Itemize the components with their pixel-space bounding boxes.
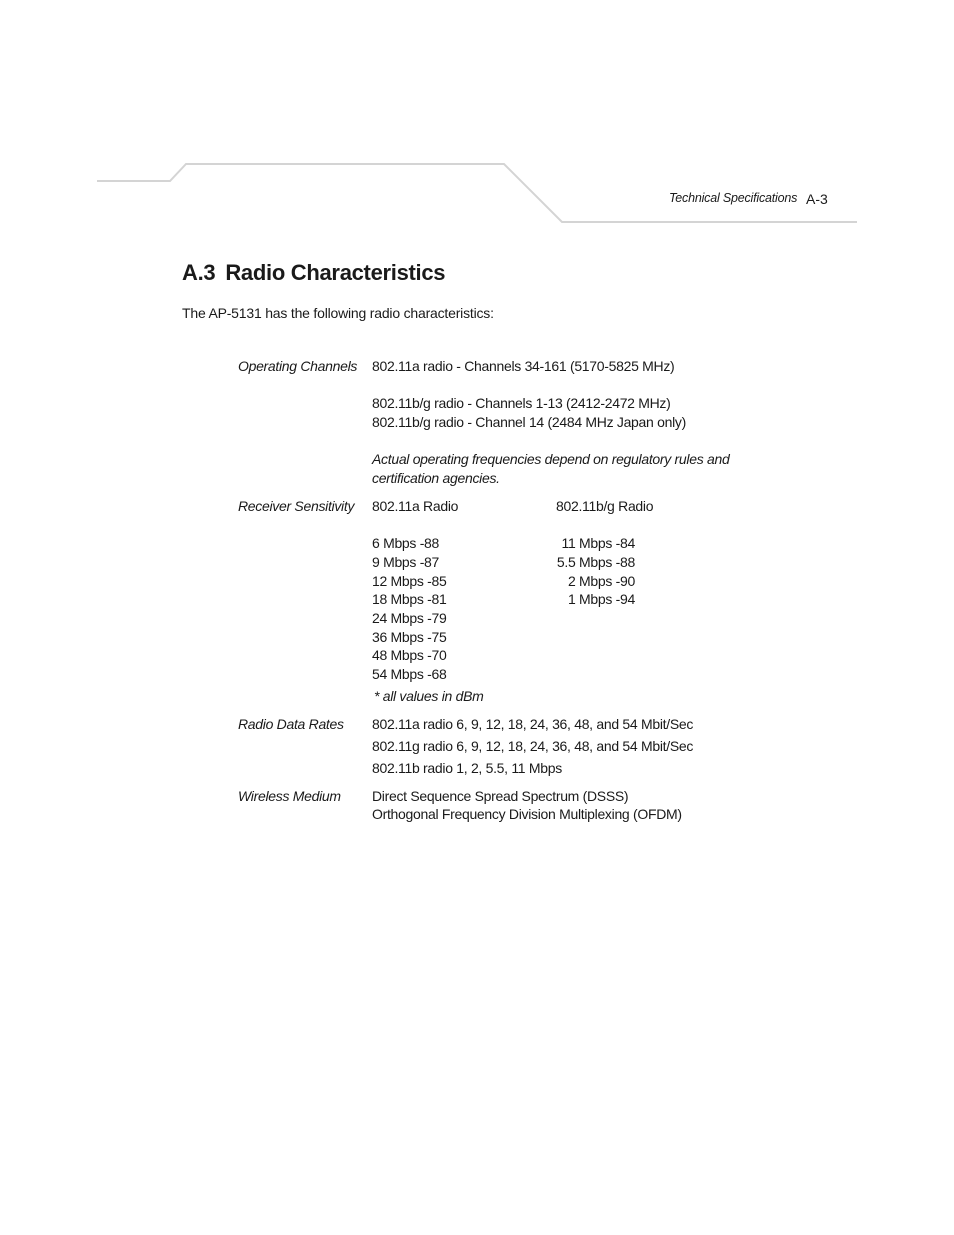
sensitivity-11a-row: 9 Mbps -87 bbox=[372, 554, 440, 570]
sensitivity-11bg-row: 1 Mbps -94 bbox=[567, 591, 635, 607]
sensitivity-header-11a: 802.11a Radio bbox=[372, 498, 459, 514]
sensitivity-11a-row: 24 Mbps -79 bbox=[372, 610, 447, 626]
intro-text: The AP-5131 has the following radio characteristics: bbox=[182, 305, 494, 321]
channels-note-line-1: Actual operating frequencies depend on regulatory rules and bbox=[372, 451, 730, 467]
sensitivity-11a-row: 18 Mbps -81 bbox=[372, 591, 447, 607]
sensitivity-11a-row: 6 Mbps -88 bbox=[372, 535, 440, 551]
section-title: Radio Characteristics bbox=[225, 260, 446, 285]
spec-label-radio-data-rates: Radio Data Rates bbox=[238, 716, 344, 732]
sensitivity-11a-row: 12 Mbps -85 bbox=[372, 573, 447, 589]
sensitivity-units-note: * all values in dBm bbox=[374, 688, 484, 704]
sensitivity-11bg-row: 11 Mbps -84 bbox=[561, 535, 635, 551]
channels-line-11a: 802.11a radio - Channels 34-161 (5170-5825 MHz) bbox=[372, 358, 675, 374]
data-rates-11a: 802.11a radio 6, 9, 12, 18, 24, 36, 48, and 54 Mbit/Sec bbox=[372, 716, 694, 732]
sensitivity-11a-row: 36 Mbps -75 bbox=[372, 629, 447, 645]
spec-label-wireless-medium: Wireless Medium bbox=[238, 788, 341, 804]
data-rates-11b: 802.11b radio 1, 2, 5.5, 11 Mbps bbox=[372, 760, 562, 776]
page-number: A-3 bbox=[806, 191, 828, 207]
medium-dsss: Direct Sequence Spread Spectrum (DSSS) bbox=[372, 788, 629, 804]
channels-line-11bg: 802.11b/g radio - Channels 1-13 (2412-2472 MHz) bbox=[372, 395, 671, 411]
sensitivity-11a-row: 54 Mbps -68 bbox=[372, 666, 447, 682]
sensitivity-11a-row: 48 Mbps -70 bbox=[372, 647, 447, 663]
channels-note-line-2: certification agencies. bbox=[372, 470, 500, 486]
sensitivity-header-11bg: 802.11b/g Radio bbox=[556, 498, 654, 514]
section-number: A.3 bbox=[182, 260, 216, 285]
running-header-title: Technical Specifications bbox=[669, 191, 798, 205]
medium-ofdm: Orthogonal Frequency Division Multiplexing (OFDM) bbox=[372, 806, 682, 822]
section-heading bbox=[182, 260, 445, 286]
sensitivity-11bg-row: 2 Mbps -90 bbox=[567, 573, 635, 589]
spec-label-operating-channels: Operating Channels bbox=[238, 358, 358, 374]
sensitivity-11bg-row: 5.5 Mbps -88 bbox=[556, 554, 635, 570]
data-rates-11g: 802.11g radio 6, 9, 12, 18, 24, 36, 48, and 54 Mbit/Sec bbox=[372, 738, 694, 754]
spec-label-receiver-sensitivity: Receiver Sensitivity bbox=[238, 498, 355, 514]
channels-line-11bg-japan: 802.11b/g radio - Channel 14 (2484 MHz Japan only) bbox=[372, 414, 686, 430]
